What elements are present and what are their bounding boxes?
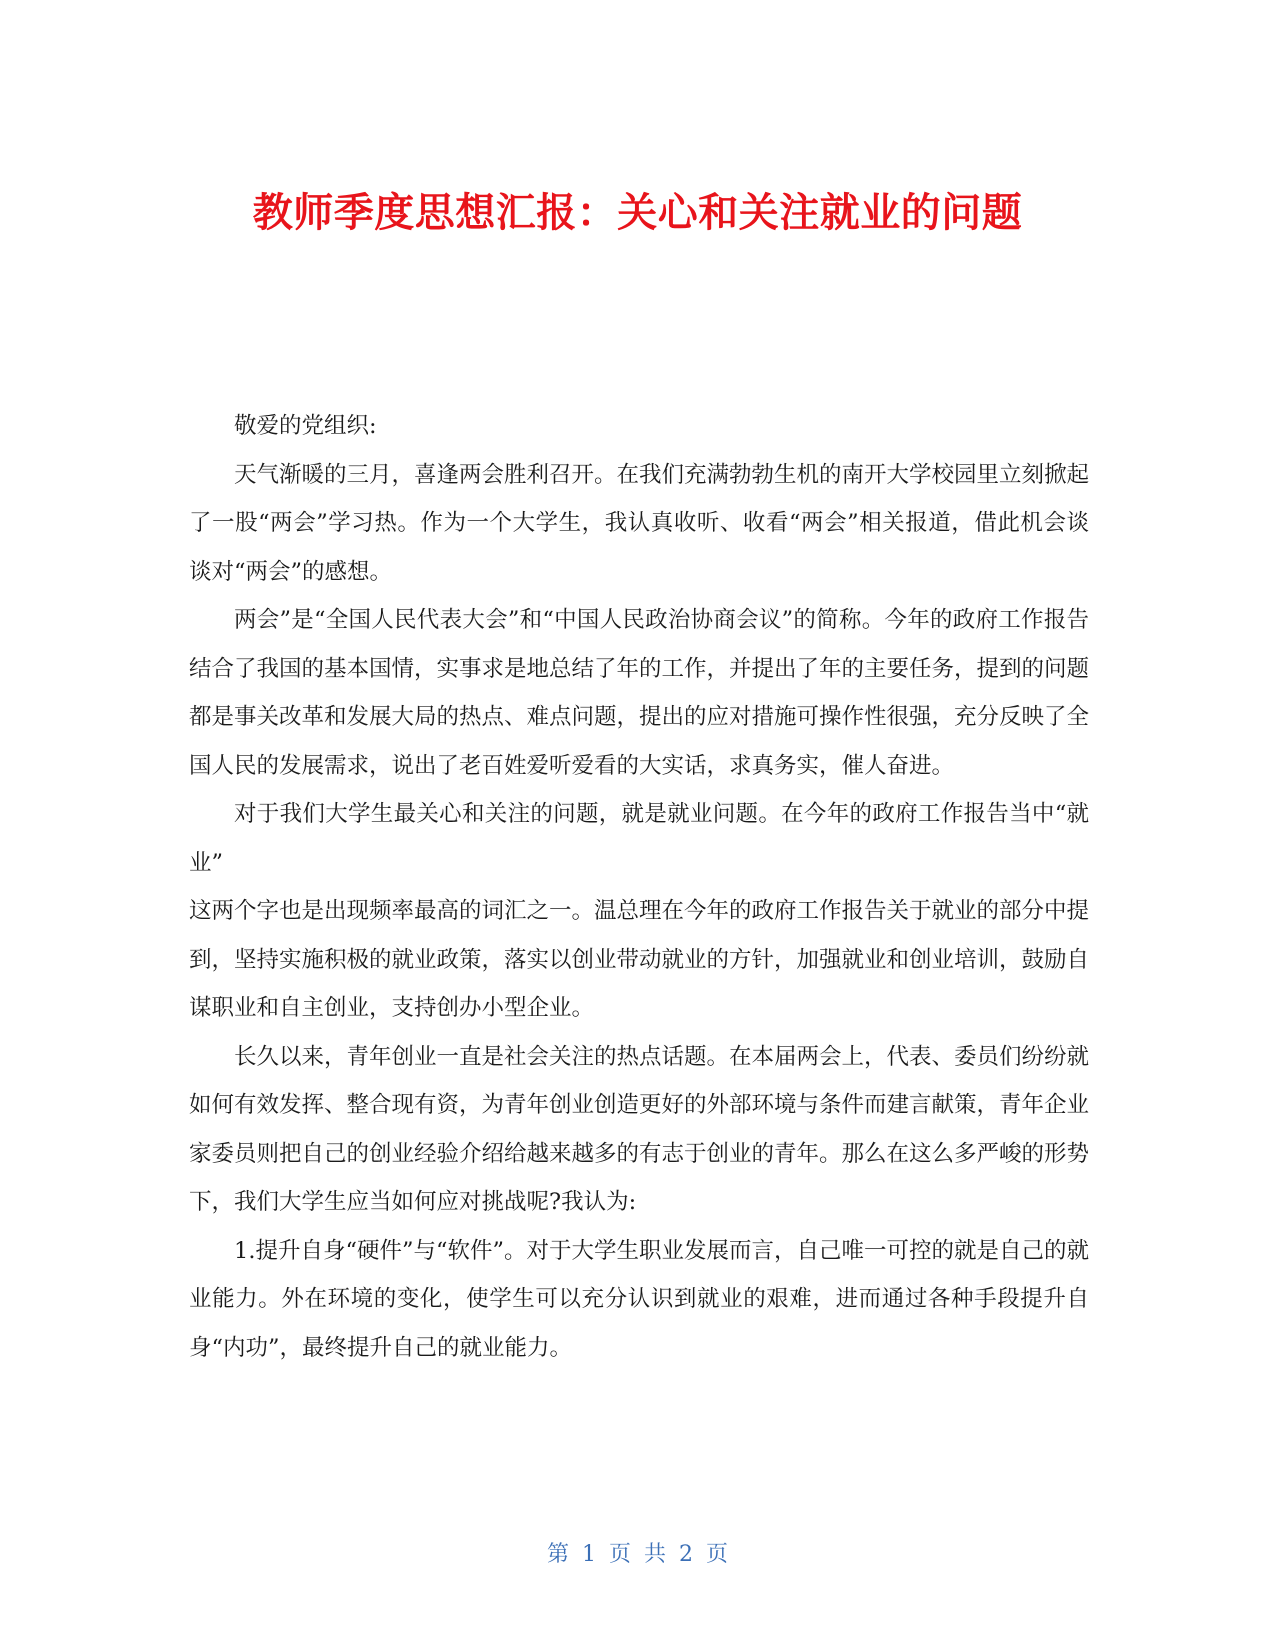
paragraph-2: 两会”是“全国人民代表大会”和“中国人民政治协商会议”的简称。今年的政府工作报告结合了我国的基本国情，实事求是地总结了年的工作，并提出了年的主要任务，提到的问题都是事关改革和发展大局的热点、难点问题，提出的应对措施可操作性很强，充分反映了全国人民的发展需求，说出了老百姓爱听爱看的大实话，求真务实，催人奋进。 <box>189 607 1090 779</box>
document-title: 教师季度思想汇报：关心和关注就业的问题 <box>252 189 1023 236</box>
paragraph-4: 这两个字也是出现频率最高的词汇之一。温总理在今年的政府工作报告关于就业的部分中提到，坚持实施积极的就业政策，落实以创业带动就业的方针，加强就业和创业培训，鼓励自谋职业和自主创业，支持创办小型企业。 <box>189 898 1090 1021</box>
document-body <box>189 402 1089 1372</box>
paragraph-3: 对于我们大学生最关心和关注的问题，就是就业问题。在今年的政府工作报告当中“就业” <box>189 801 1089 876</box>
paragraph-5: 长久以来，青年创业一直是社会关注的热点话题。在本届两会上，代表、委员们纷纷就如何有效发挥、整合现有资，为青年创业创造更好的外部环境与条件而建言献策，青年企业家委员则把自己的创业经验介绍给越来越多的有志于创业的青年。那么在这么多严峻的形势下，我们大学生应当如何应对挑战呢?我认为: <box>189 1043 1090 1215</box>
paragraph-1: 天气渐暖的三月，喜逢两会胜利召开。在我们充满勃勃生机的南开大学校园里立刻掀起了一股“两会”学习热。作为一个大学生，我认真收听、收看“两会”相关报道，借此机会谈谈对“两会”的感想。 <box>189 461 1090 585</box>
page-number: 第 1 页 共 2 页 <box>547 1542 728 1567</box>
salutation: 敬爱的党组织: <box>234 413 377 439</box>
paragraph-6: 1.提升自身“硬件”与“软件”。对于大学生职业发展而言，自己唯一可控的就是自己的就业能力。外在环境的变化，使学生可以充分认识到就业的艰难，进而通过各种手段提升自身“内功”，最终提升自己的就业能力。 <box>189 1237 1089 1361</box>
